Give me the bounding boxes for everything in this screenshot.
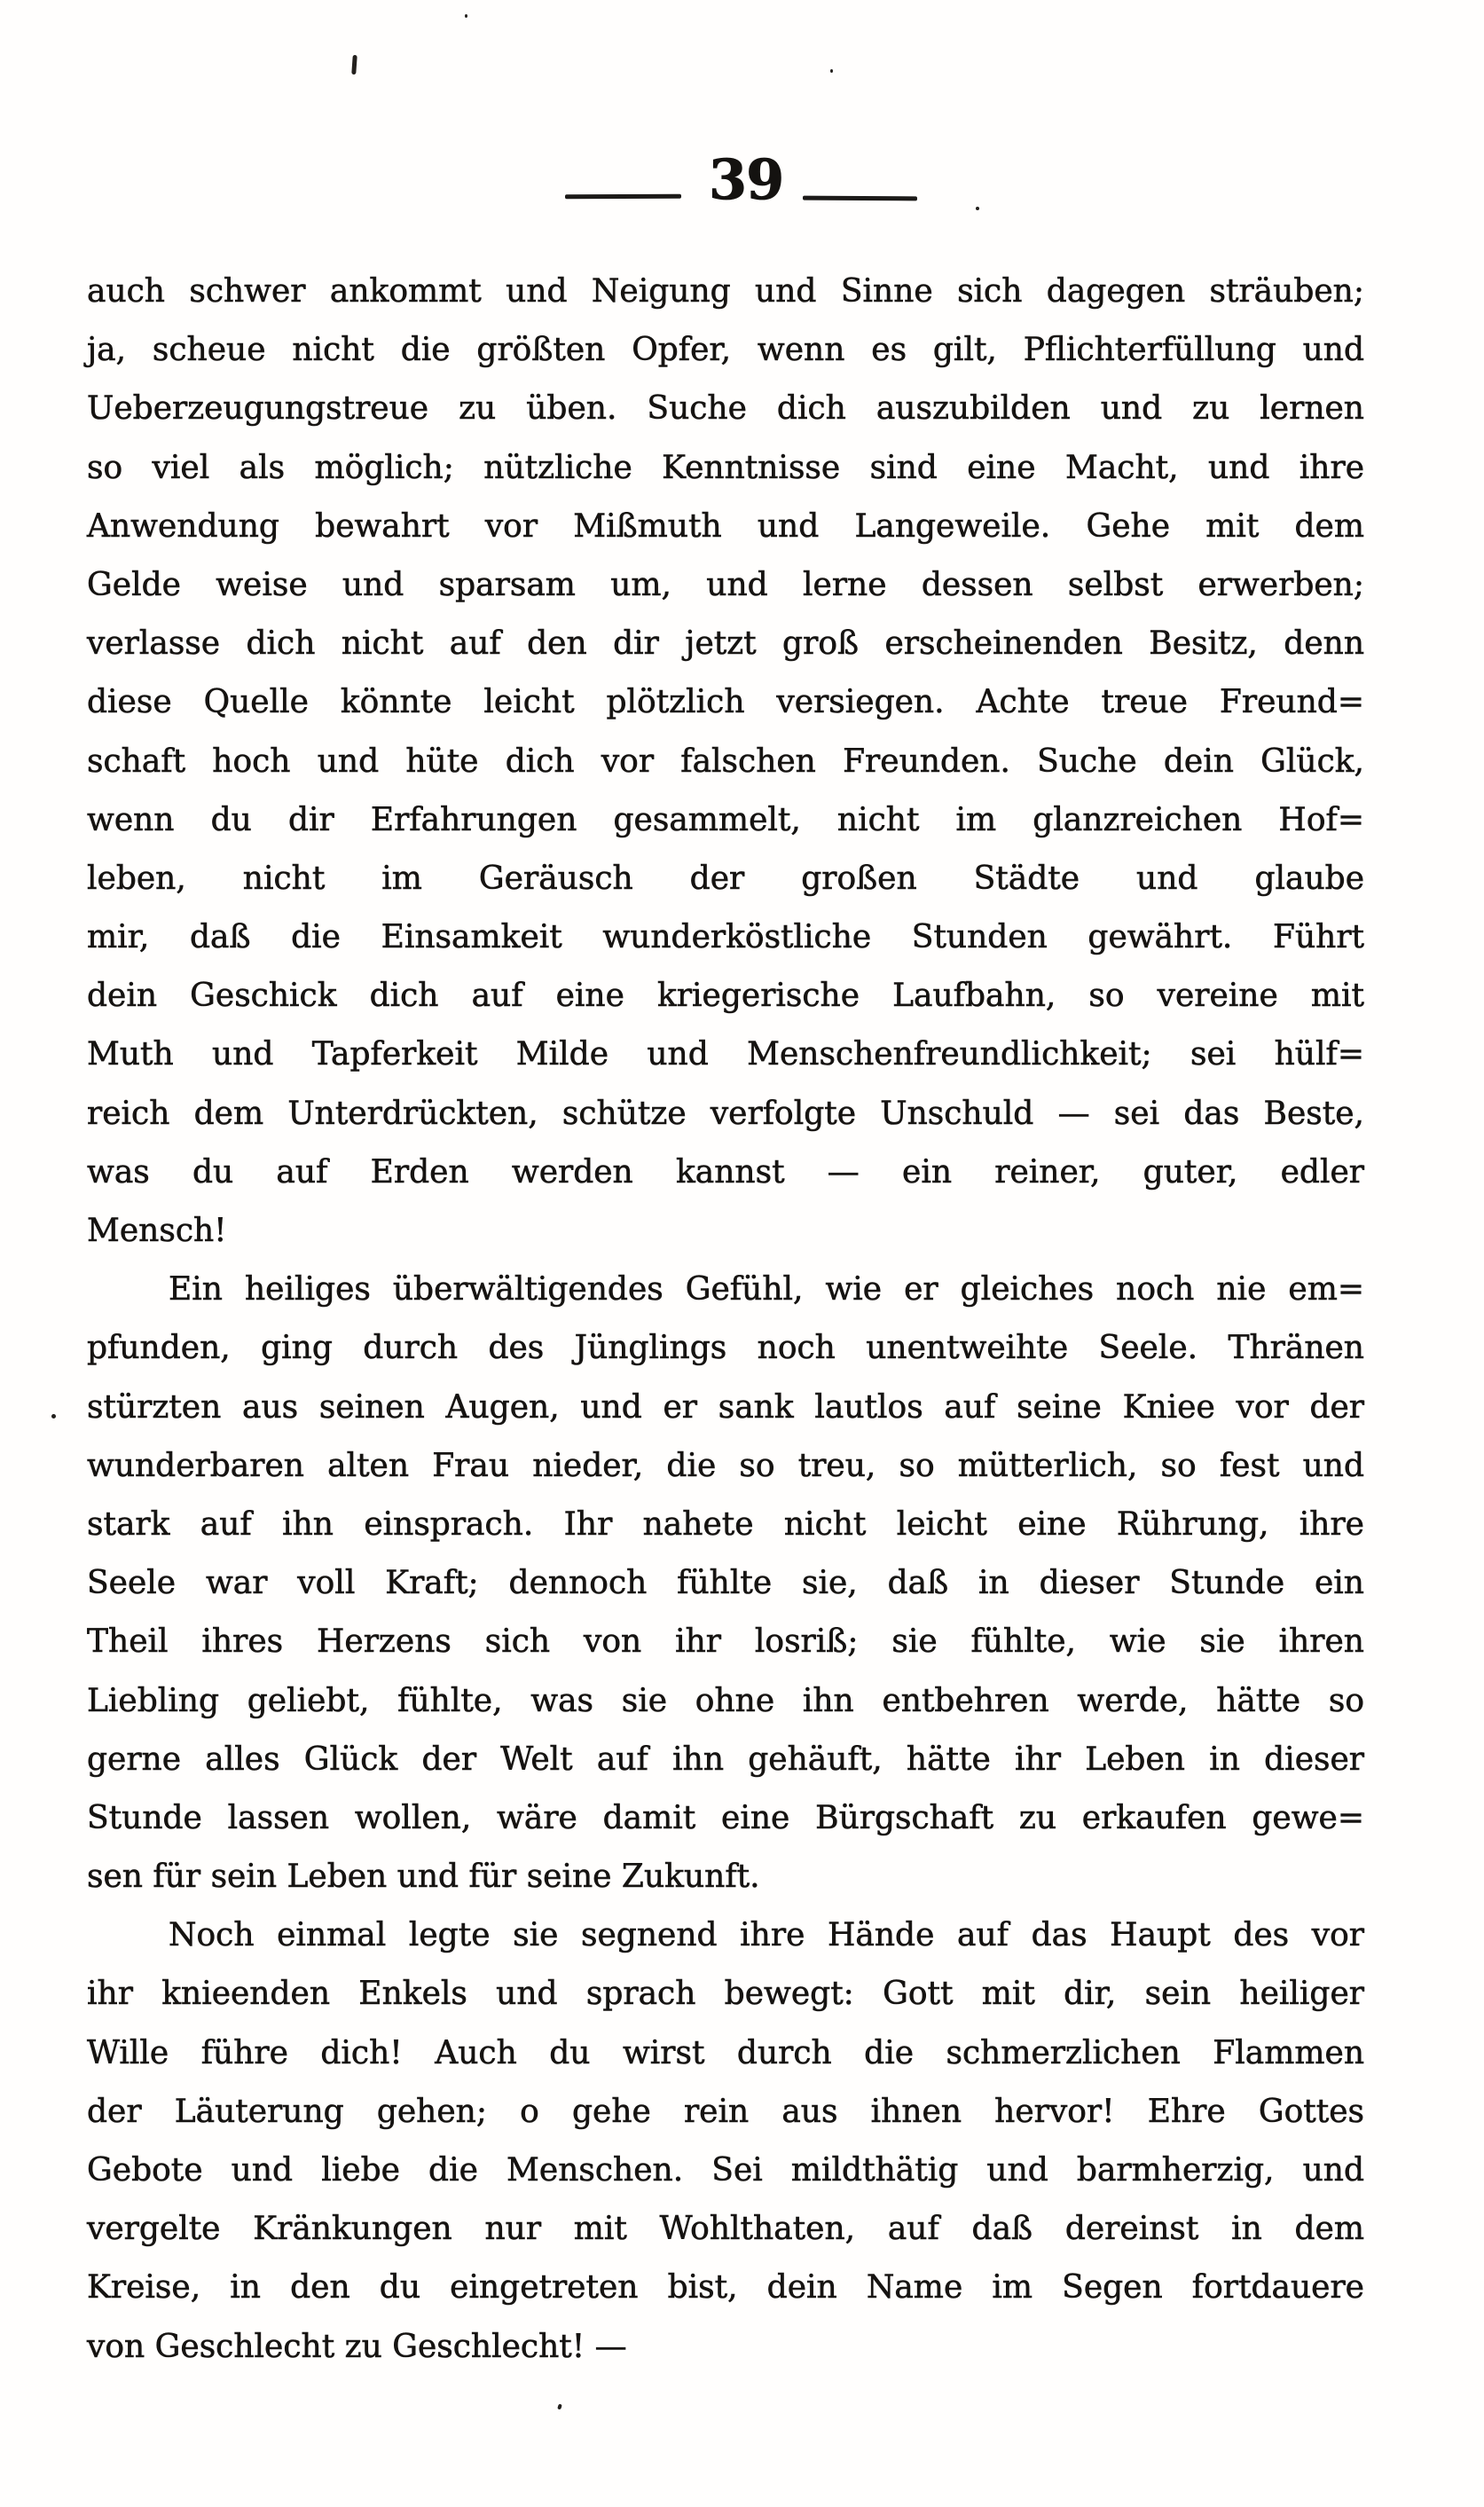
text-line: Ueberzeugungstreue zu üben. Suche dich auszubilden und zu lernen (87, 390, 1364, 428)
text-line: Mensch! (87, 1213, 227, 1249)
page-text-block (87, 263, 1364, 2377)
text-line: wenn du dir Erfahrungen gesammelt, nicht im glanzreichen Hof= (87, 801, 1364, 838)
text-line: mir, daß die Einsamkeit wunderköstliche Stunden gewährt. Führt (87, 919, 1364, 956)
text-line: schaft hoch und hüte dich vor falschen Freunden. Suche dein Glück, (87, 743, 1364, 780)
text-line: Wille führe dich! Auch du wirst durch die schmerzlichen Flammen (87, 2034, 1364, 2071)
text-line: Anwendung bewahrt vor Mißmuth und Langeweile. Gehe mit dem (87, 507, 1364, 545)
text-line: leben, nicht im Geräusch der großen Städte und glaube (87, 860, 1364, 897)
header-rule-right (803, 196, 917, 201)
text-line: Liebling geliebt, fühlte, was sie ohne ihn entbehren werde, hätte so (87, 1682, 1364, 1719)
text-line: von Geschlecht zu Geschlecht! — (87, 2328, 627, 2365)
ink-speck (557, 2404, 562, 2410)
ink-speck (830, 69, 833, 73)
text-line: ja, scheue nicht die größten Opfer, wenn es gilt, Pflichterfüllung und (87, 332, 1364, 369)
text-line: Stunde lassen wollen, wäre damit eine Bürgschaft zu erkaufen gewe= (87, 1799, 1364, 1836)
ink-speck (465, 14, 467, 18)
text-line: pfunden, ging durch des Jünglings noch unentweihte Seele. Thränen (87, 1330, 1364, 1367)
text-line: reich dem Unterdrückten, schütze verfolgte Unschuld — sei das Beste, (87, 1095, 1364, 1132)
text-line: diese Quelle könnte leicht plötzlich versiegen. Achte treue Freund= (87, 684, 1364, 721)
text-line: ihr knieenden Enkels und sprach bewegt: Gott mit dir, sein heiliger (87, 1976, 1364, 2013)
text-line: Kreise, in den du eingetreten bist, dein Name im Segen fortdauere (87, 2269, 1364, 2307)
running-head (0, 0, 1484, 231)
text-line: sen für sein Leben und für seine Zukunft. (87, 1859, 760, 1896)
header-rule-left (565, 194, 681, 200)
text-line: was du auf Erden werden kannst — ein reiner, guter, edler (87, 1153, 1364, 1191)
text-line: Seele war voll Kraft; dennoch fühlte sie, daß in dieser Stunde ein (87, 1565, 1364, 1602)
text-line: wunderbaren alten Frau nieder, die so treu, so mütterlich, so fest und (87, 1447, 1364, 1484)
text-line: Gebote und liebe die Menschen. Sei mildthätig und barmherzig, und (87, 2152, 1364, 2189)
text-line: gerne alles Glück der Welt auf ihn gehäuft, hätte ihr Leben in dieser (87, 1741, 1364, 1778)
text-line: Muth und Tapferkeit Milde und Menschenfreundlichkeit; sei hülf= (87, 1036, 1364, 1073)
text-line: vergelte Kränkungen nur mit Wohlthaten, auf daß dereinst in dem (87, 2211, 1364, 2248)
text-line: der Läuterung gehen; o gehe rein aus ihnen hervor! Ehre Gottes (87, 2093, 1364, 2130)
text-line: dein Geschick dich auf eine kriegerische Laufbahn, so vereine mit (87, 978, 1364, 1015)
text-line: so viel als möglich; nützliche Kenntnisse sind eine Macht, und ihre (87, 449, 1364, 486)
ink-speck (976, 207, 979, 210)
text-line: auch schwer ankommt und Neigung und Sinne sich dagegen sträuben; (87, 273, 1364, 310)
text-line: stark auf ihn einsprach. Ihr nahete nicht leicht eine Rührung, ihre (87, 1505, 1364, 1543)
text-line: Theil ihres Herzens sich von ihr losriß; sie fühlte, wie sie ihren (87, 1623, 1364, 1661)
text-line: Ein heiliges überwältigendes Gefühl, wie er gleiches noch nie em= (169, 1271, 1364, 1309)
text-line: verlasse dich nicht auf den dir jetzt groß erscheinenden Besitz, denn (87, 625, 1364, 663)
text-line: stürzten aus seinen Augen, und er sank lautlos auf seine Kniee vor der (87, 1388, 1364, 1426)
text-line: Noch einmal legte sie segnend ihre Hände auf das Haupt des vor (169, 1917, 1364, 1954)
text-line: Gelde weise und sparsam um, und lerne dessen selbst erwerben; (87, 566, 1364, 603)
ink-speck (51, 1414, 56, 1419)
page-number: 39 (709, 147, 784, 212)
